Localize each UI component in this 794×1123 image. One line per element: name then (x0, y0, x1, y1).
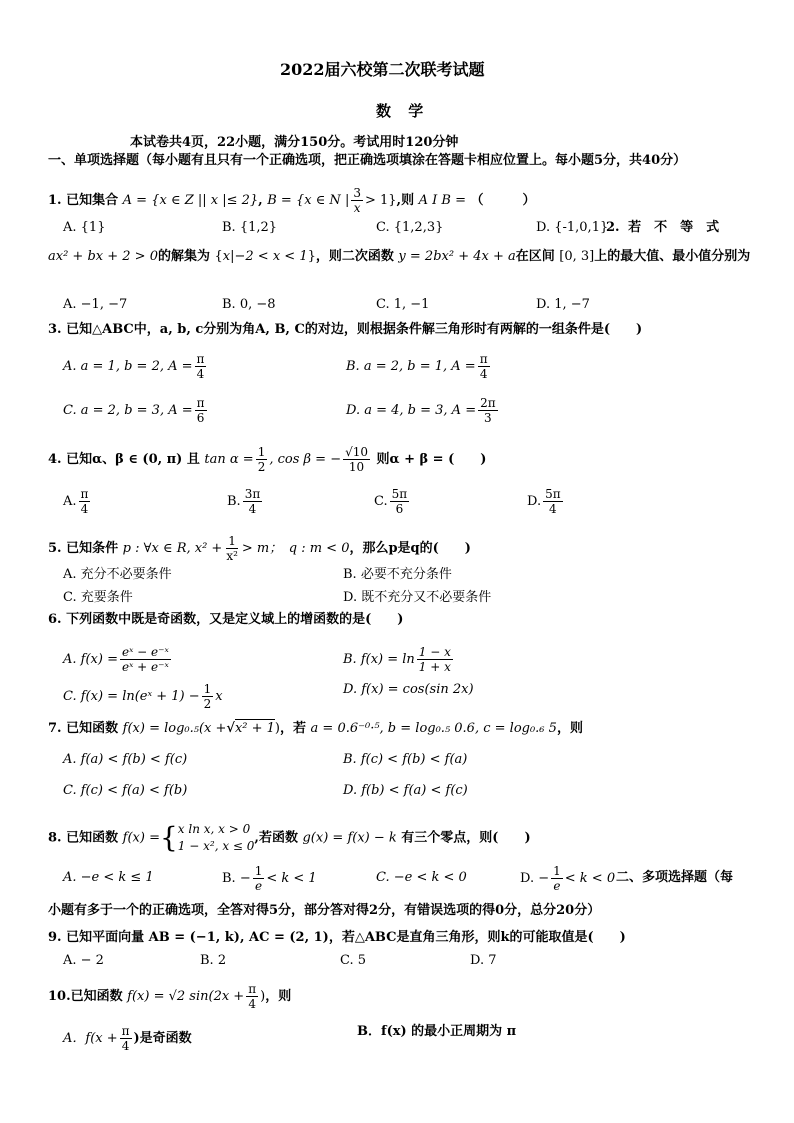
question-9: 9. 已知平面向量 AB = (−1, k), AC = (2, 1)，若△ABC是直角三角形，则k的可能取值是( ) (48, 930, 626, 945)
question-2: ax² + bx + 2 > 0的解集为 {x|−2 < x < 1}，则二次函数 y = 2bx² + 4x + a在区间 [0, 3]上的最大值、最小值分别为 (48, 249, 751, 264)
q7-option-d[interactable]: D. f(b) < f(a) < f(c) (343, 783, 468, 798)
question-5: 5. 已知条件 p : ∀x ∈ R, x² + $\frac{1}{\text{x²}}$ > m； q : m < 0，那么p是q的( ) (48, 534, 471, 563)
q4-option-b[interactable]: B. $\frac{3\pi}{4}$ (227, 487, 261, 516)
question-1: 1. 已知集合 A = {x ∈ Z || x |≤ 2}, B = {x ∈ N | $\frac{3}{x}$ > 1},则 A I B = （ ） (48, 186, 536, 215)
q9-option-b[interactable]: B. 2 (200, 953, 227, 968)
question-6: 6. 下列函数中既是奇函数，又是定义域上的增函数的是( ) (48, 612, 404, 627)
fraction: $\frac{3}{x}$ (353, 186, 361, 215)
q6-option-b[interactable]: B. f(x) = ln $\frac{1 - x}{1 + x}$ (343, 645, 451, 674)
section-2-heading-start: 二、多项选择题（每 (616, 870, 734, 885)
q5-option-a[interactable]: A. 充分不必要条件 (63, 567, 172, 582)
q3-option-b[interactable]: B. a = 2, b = 1, A = $\frac{\pi}{4}$ (346, 352, 488, 381)
q2-option-c[interactable]: C. 1, −1 (376, 297, 430, 312)
q4-option-c[interactable]: C. $\frac{5\pi}{6}$ (374, 487, 408, 516)
question-10: 10.已知函数 f(x) = √2 sin(2x + $\frac{\pi}{4}$ )，则 (48, 982, 292, 1011)
question-number: 4. (48, 452, 62, 467)
q3-option-c[interactable]: C. a = 2, b = 3, A = $\frac{\pi}{6}$ (63, 396, 205, 425)
q2-option-b[interactable]: B. 0, −8 (222, 297, 276, 312)
q10-option-b[interactable]: B．f(x) 的最小正周期为 π (357, 1024, 517, 1039)
q5-option-b[interactable]: B. 必要不充分条件 (343, 567, 452, 582)
q6-option-d[interactable]: D. f(x) = cos(sin 2x) (343, 682, 474, 697)
question-number: 2. (606, 220, 620, 235)
question-8: 8. 已知函数 f(x) ={ x ln x, x > 0 1 − x², x ≤ 0 ,若函数 g(x) = f(x) − k 有三个零点，则( ) (48, 821, 531, 854)
q2-option-d[interactable]: D. 1, −7 (536, 297, 590, 312)
question-4: 4. 已知α、β ∈ (0, π) 且 tan α = $\frac{1}{2}$ , cos β = − $\frac{√10}{10}$ 则α + β = ( ) (48, 445, 487, 474)
q4-option-d[interactable]: D. $\frac{5\pi}{4}$ (527, 487, 561, 516)
question-number: 10. (48, 989, 71, 1004)
q5-option-d[interactable]: D. 既不充分又不必要条件 (343, 590, 492, 605)
q10-option-a[interactable]: A．f(x + $\frac{\pi}{4}$ )是奇函数 (63, 1024, 192, 1053)
section-2-heading: 小题有多于一个的正确选项，全答对得5分，部分答对得2分，有错误选项的得0分，总分20分） (48, 903, 601, 918)
q4-option-a[interactable]: A. $\frac{\pi}{4}$ (63, 487, 89, 516)
q9-option-c[interactable]: C. 5 (340, 953, 367, 968)
q7-option-b[interactable]: B. f(c) < f(b) < f(a) (343, 752, 468, 767)
q6-option-a[interactable]: A. f(x) = $\frac{\text{eˣ − e⁻ˣ}}{\text{eˣ + e⁻ˣ}}$ (63, 645, 169, 674)
q8-option-c[interactable]: C. −e < k < 0 (376, 870, 467, 885)
exam-title: 2022届六校第二次联考试题 (280, 60, 485, 79)
q2-option-a[interactable]: A. −1, −7 (63, 297, 128, 312)
subject-title: 数 学 (376, 102, 430, 120)
q1-option-b[interactable]: B. {1,2} (222, 220, 278, 235)
question-number: 1. (48, 193, 62, 208)
q3-option-a[interactable]: A. a = 1, b = 2, A = $\frac{\pi}{4}$ (63, 352, 205, 381)
exam-intro: 本试卷共4页，22小题，满分150分。考试用时120分钟 (130, 135, 459, 150)
question-3: 3. 已知△ABC中，a, b, c分别为角A, B, C的对边，则根据条件解三角形时有两解的一组条件是( ) (48, 322, 643, 337)
question-number: 3. (48, 322, 62, 337)
q9-option-a[interactable]: A. − 2 (63, 953, 104, 968)
q5-option-c[interactable]: C. 充要条件 (63, 590, 133, 605)
question-2-start: 2. 若 不 等 式 (606, 220, 720, 235)
question-number: 9. (48, 930, 62, 945)
q9-option-d[interactable]: D. 7 (470, 953, 497, 968)
q6-option-c[interactable]: C. f(x) = ln(eˣ + 1) − $\frac{1}{2}$ x (63, 682, 223, 711)
question-number: 7. (48, 721, 62, 736)
q8-option-d[interactable]: D. − $\frac{1}{e}$ < k < 0 (520, 864, 616, 893)
q1-option-c[interactable]: C. {1,2,3} (376, 220, 444, 235)
question-number: 5. (48, 541, 62, 556)
q7-option-a[interactable]: A. f(a) < f(b) < f(c) (63, 752, 188, 767)
question-7: 7. 已知函数 f(x) = log₀.₅(x +√x² + 1)，若 a = 0.6⁻⁰·⁵, b = log₀.₅ 0.6, c = log₀.₆ 5，则 (48, 721, 583, 736)
section-1-heading: 一、单项选择题（每小题有且只有一个正确选项，把正确选项填涂在答题卡相应位置上。每小题5分，共40分） (48, 153, 687, 168)
q1-option-a[interactable]: A. {1} (63, 220, 106, 235)
question-number: 8. (48, 830, 62, 846)
q1-option-d[interactable]: D. {-1,0,1} (536, 220, 609, 235)
q7-option-c[interactable]: C. f(c) < f(a) < f(b) (63, 783, 188, 798)
q3-option-d[interactable]: D. a = 4, b = 3, A = $\frac{2\pi}{3}$ (346, 396, 496, 425)
question-number: 6. (48, 612, 62, 627)
q8-option-b[interactable]: B. − $\frac{1}{e}$ < k < 1 (222, 864, 317, 893)
q8-option-a[interactable]: A. −e < k ≤ 1 (63, 870, 154, 885)
